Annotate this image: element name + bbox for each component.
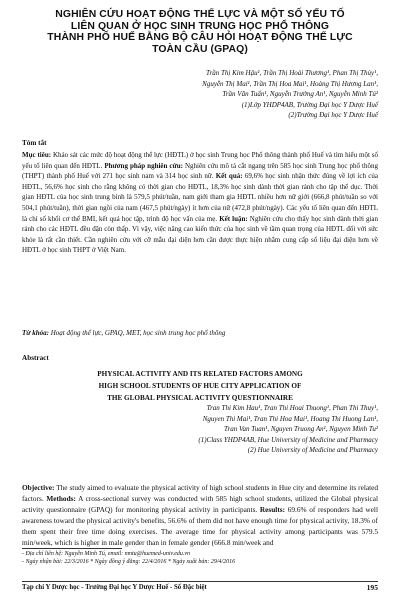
methods-text: A cross-sectional survey was conducted with 585 high school students, utilized the Global physical activity questionnaire (GPAQ) for monitoring physical activity in participants. (22, 494, 378, 514)
contact-footnote: - Địa chỉ liên hệ: Nguyễn Minh Tú, email: nmtu@huemed-univ.edu.vn (22, 551, 191, 557)
journal-footer: Tạp chí Y Dược học - Trường Đại học Y Dược Huế - Số Đặc biệt (22, 584, 207, 591)
title-line: HIGH SCHOOL STUDENTS OF HUE CITY APPLICATION OF (98, 382, 302, 390)
english-authors (60, 403, 378, 456)
author-line: Nguyễn Thị Mai¹, Trần Thị Hoa Mai¹, Hoàng Thị Hương Lan¹, (202, 79, 378, 88)
affiliation-line: (2) Hue University of Medicine and Pharmacy (247, 446, 378, 455)
vietnamese-summary (22, 150, 378, 256)
affiliation-line: (1)Class YHDP4AB, Hue University of Medicine and Pharmacy (198, 435, 378, 444)
objective-label: Objective: (22, 483, 55, 492)
result-label: Kết quả: (215, 172, 243, 181)
dates-footnote: - Ngày nhận bài: 22/3/2016 * Ngày đồng ý đăng: 22/4/2016 * Ngày xuất bản: 29/4/2016 (22, 559, 236, 566)
keywords-label: Từ khóa: (22, 329, 49, 337)
footer-divider (22, 581, 378, 582)
result-text: 69,6% học sinh nhận thức đúng về lợi ích của HĐTL, 56,6% học sinh cho rằng không có thời gian cho HĐTL, 18,3% học sinh dành thời gian rảnh cho tập thể dục. Thời gian HĐTL của học sinh trung bình là 579,5 phút/tuần, nam giới tham gia HĐTL nhiều hơn nữ giới (666,8 phút/tuần so với 504,1 phút/tuần), thời gian ngồi của nam (467,5 phút/ngày) ít hơn của nữ (472,8 phút/ngày). Các yếu tố liên quan đến HĐTL là chỉ số khối cơ thể BMI, kết quả học tập, trình độ học vấn của mẹ. (22, 172, 379, 223)
page-number: 195 (366, 583, 378, 592)
affiliation-line: (2)Trường Đại học Y Dược Huế (288, 111, 378, 120)
author-line: Tran Van Tuan¹, Nguyen Truong An¹, Nguyen Minh Tu² (224, 425, 378, 434)
methods-label: Methods: (46, 494, 76, 503)
results-text: 69.6% of responders had well awareness toward the physical activity's benefits, 56.6% of them did not have enough time for physical activity, 18.3% of them spent their free time doing exercises. The average time for physical activity among participants was 579.5 min/week, which is higher in male gender than in female gender (666.8 min/week and (22, 505, 378, 547)
method-text: Nghiên cứu mô tả cắt ngang trên 585 học sinh Trung học phổ thông (THPT) thành phố Huế với 271 học sinh nam và 314 học sinh nữ. (22, 161, 378, 181)
affiliation-line: (1)Lớp YHDP4AB, Trường Đại học Y Dược Huế (241, 100, 378, 109)
title-line: TOÀN CẦU (GPAQ) (152, 43, 248, 55)
footnote-divider (22, 548, 122, 549)
title-line: THE GLOBAL PHYSICAL ACTIVITY QUESTIONNAIRE (107, 394, 293, 402)
vietnamese-title (22, 9, 378, 55)
author-line: Nguyen Thi Mai¹, Tran Thi Hoa Mai¹, Hoang Thi Huong Lan¹, (202, 414, 378, 423)
footnotes (22, 550, 282, 567)
abstract-heading: Abstract (22, 354, 49, 362)
author-line: Trần Thị Kim Hậu¹, Trần Thị Hoài Thương¹, Phan Thị Thủy¹, (206, 69, 378, 77)
objective-text: The study aimed to evaluate the physical activity of high school students in Hue city and determine its related factors. (22, 483, 378, 503)
keywords (22, 329, 378, 337)
conclusion-text: Nghiên cứu cho thấy học sinh dành thời gian rảnh cho các HĐTL đều đặn còn thấp. Vì vậy, việc nâng cao kiến thức của học sinh về tầm quan trọng của HĐTL đối với sức khỏe là rất cần thiết. Cần nghiên cứu với cỡ mẫu đại diện hơn cần được thực hiện nhằm cung cấp số liệu đại diện hơn về HĐTL ở học sinh THPT ở Việt Nam. (22, 214, 378, 255)
english-abstract (22, 482, 378, 548)
results-label: Results: (259, 505, 286, 514)
keywords-text: Hoạt động thể lực, GPAQ, MET, học sinh trung học phổ thông (48, 329, 226, 337)
author-line: Trần Văn Tuấn¹, Nguyễn Trường An¹, Nguyễn Minh Tú² (222, 90, 378, 99)
title-line: PHYSICAL ACTIVITY AND ITS RELATED FACTORS AMONG (97, 370, 303, 378)
author-line: Tran Thi Kim Hau¹, Tran Thi Hoai Thuong¹, Phan Thi Thuy¹, (206, 404, 378, 412)
title-line: NGHIÊN CỨU HOẠT ĐỘNG THỂ LỰC VÀ MỘT SỐ YẾU TỐ (55, 9, 345, 20)
summary-heading: Tóm tắt (22, 139, 47, 147)
title-line: THÀNH PHỐ HUẾ BẰNG BỘ CÂU HỎI HOẠT ĐỘNG THỂ LỰC (47, 32, 353, 44)
vietnamese-authors (60, 68, 378, 121)
title-line: LIÊN QUAN Ở HỌC SINH TRUNG HỌC PHỔ THÔNG (70, 20, 330, 32)
english-title (22, 368, 378, 404)
method-label: Phương pháp nghiên cứu: (104, 161, 183, 170)
conclusion-label: Kết luận: (219, 214, 248, 223)
objective-text: Khảo sát các mức độ hoạt động thể lực (HĐTL) ở học sinh Trung học Phổ thông thành phố Huế và tìm hiểu một số yếu tố liên quan đến HĐTL. (22, 151, 378, 170)
objective-label: Mục tiêu: (22, 151, 52, 159)
